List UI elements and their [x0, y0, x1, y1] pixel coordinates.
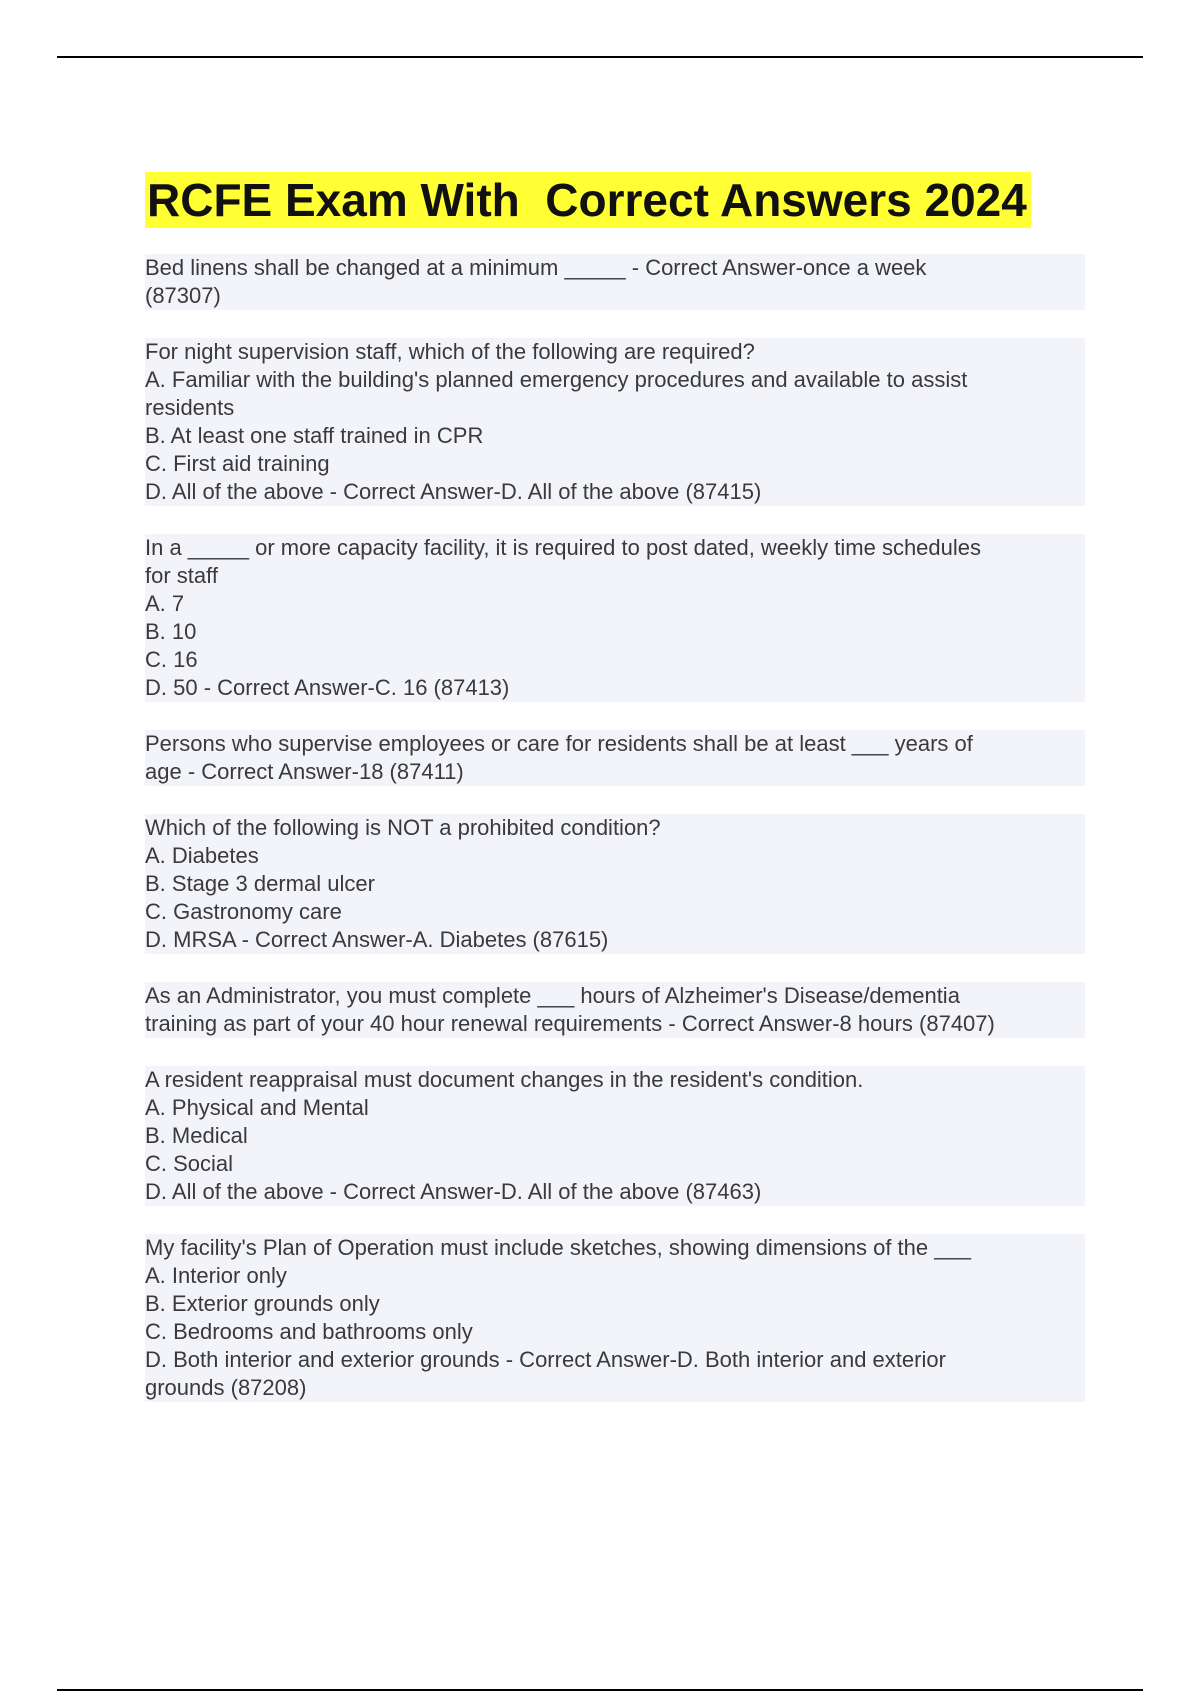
- question-line: C. Social: [145, 1150, 1085, 1178]
- question-item: [145, 982, 1085, 1038]
- question-line: For night supervision staff, which of the following are required?: [145, 338, 1085, 366]
- question-line: A. Interior only: [145, 1262, 1085, 1290]
- question-item: [145, 1234, 1085, 1402]
- question-item: [145, 338, 1085, 506]
- question-line: A. Diabetes: [145, 842, 1085, 870]
- question-line: C. Gastronomy care: [145, 898, 1085, 926]
- question-line: for staff: [145, 562, 1085, 590]
- question-line: A. Familiar with the building's planned emergency procedures and available to assist: [145, 366, 1085, 394]
- question-line: B. Medical: [145, 1122, 1085, 1150]
- question-line: B. 10: [145, 618, 1085, 646]
- question-line: My facility's Plan of Operation must include sketches, showing dimensions of the ___: [145, 1234, 1085, 1262]
- question-line: Persons who supervise employees or care for residents shall be at least ___ years of: [145, 730, 1085, 758]
- question-item: [145, 534, 1085, 702]
- question-line: D. MRSA - Correct Answer-A. Diabetes (87615): [145, 926, 1085, 954]
- question-item: [145, 1066, 1085, 1206]
- question-line: grounds (87208): [145, 1374, 1085, 1402]
- question-item: [145, 814, 1085, 954]
- question-line: As an Administrator, you must complete ___ hours of Alzheimer's Disease/dementia: [145, 982, 1085, 1010]
- question-line: B. Stage 3 dermal ulcer: [145, 870, 1085, 898]
- question-line: D. Both interior and exterior grounds - Correct Answer-D. Both interior and exterior: [145, 1346, 1085, 1374]
- question-line: Which of the following is NOT a prohibited condition?: [145, 814, 1085, 842]
- question-line: D. All of the above - Correct Answer-D. All of the above (87415): [145, 478, 1085, 506]
- footer-rule: [57, 1689, 1143, 1691]
- header-rule: [57, 56, 1143, 58]
- question-line: residents: [145, 394, 1085, 422]
- question-line: In a _____ or more capacity facility, it is required to post dated, weekly time schedules: [145, 534, 1085, 562]
- question-line: C. 16: [145, 646, 1085, 674]
- question-item: [145, 730, 1085, 786]
- question-line: age - Correct Answer-18 (87411): [145, 758, 1085, 786]
- question-line: Bed linens shall be changed at a minimum _____ - Correct Answer-once a week: [145, 254, 1085, 282]
- question-line: D. All of the above - Correct Answer-D. All of the above (87463): [145, 1178, 1085, 1206]
- question-line: A. 7: [145, 590, 1085, 618]
- question-line: A. Physical and Mental: [145, 1094, 1085, 1122]
- question-list: [145, 254, 1085, 1402]
- question-line: B. At least one staff trained in CPR: [145, 422, 1085, 450]
- question-line: (87307): [145, 282, 1085, 310]
- question-line: C. First aid training: [145, 450, 1085, 478]
- question-line: C. Bedrooms and bathrooms only: [145, 1318, 1085, 1346]
- question-line: A resident reappraisal must document changes in the resident's condition.: [145, 1066, 1085, 1094]
- question-line: B. Exterior grounds only: [145, 1290, 1085, 1318]
- question-item: [145, 254, 1085, 310]
- question-line: training as part of your 40 hour renewal requirements - Correct Answer-8 hours (87407): [145, 1010, 1085, 1038]
- question-line: D. 50 - Correct Answer-C. 16 (87413): [145, 674, 1085, 702]
- document-title: RCFE Exam With Correct Answers 2024: [145, 172, 1031, 228]
- document-body: [145, 172, 1085, 1430]
